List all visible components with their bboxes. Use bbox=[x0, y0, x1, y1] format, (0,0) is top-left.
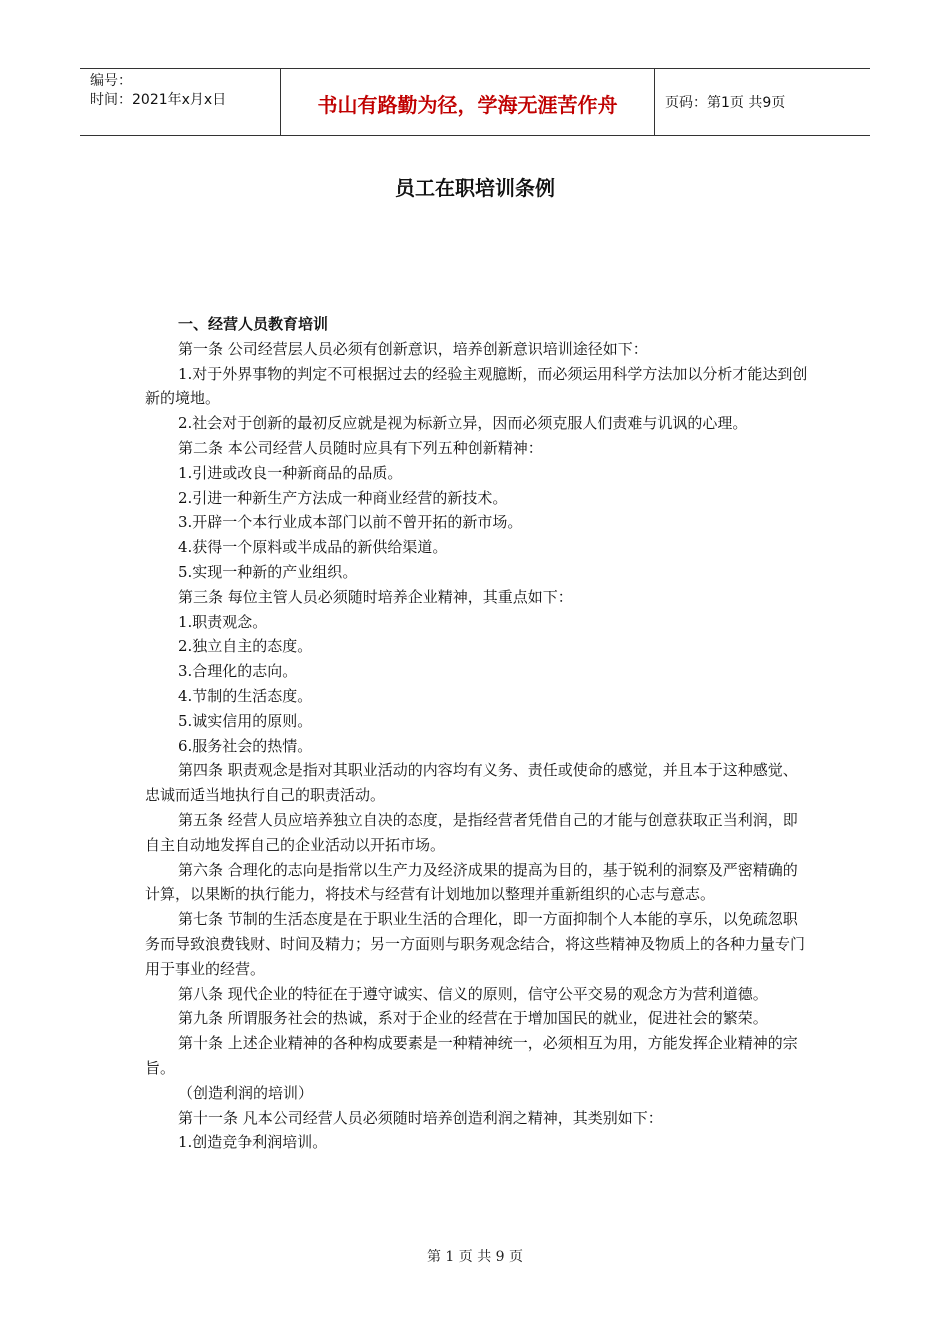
body-paragraph: 第九条 所谓服务社会的热诚，系对于企业的经营在于增加国民的就业，促进社会的繁荣。 bbox=[178, 1009, 768, 1028]
header-page-info: 页码：第1页 共9页 bbox=[665, 95, 786, 111]
body-paragraph: 第十条 上述企业精神的各种构成要素是一种精神统一，必须相互为用，方能发挥企业精神的宗旨。 bbox=[145, 1034, 798, 1077]
body-paragraph: 1.创造竞争利润培训。 bbox=[178, 1133, 328, 1152]
body-paragraph: 2.社会对于创新的最初反应就是视为标新立异，因而必须克服人们责难与讥讽的心理。 bbox=[178, 414, 748, 433]
body-paragraph: 2.引进一种新生产方法成一种商业经营的新技术。 bbox=[178, 488, 508, 507]
body-paragraph: 4.节制的生活态度。 bbox=[178, 686, 313, 705]
body-paragraph: 5.诚实信用的原则。 bbox=[178, 711, 313, 730]
body-paragraph: 6.服务社会的热情。 bbox=[178, 736, 313, 755]
body-paragraph: 第二条 本公司经营人员随时应具有下列五种创新精神： bbox=[178, 438, 543, 457]
header-motto: 书山有路勤为径，学海无涯苦作舟 bbox=[281, 69, 655, 135]
section-heading: 一、经营人员教育培训 bbox=[178, 315, 329, 333]
body-paragraph: 第六条 合理化的志向是指常以生产力及经济成果的提高为目的，基于锐利的洞察及严密精确的计算，以果断的执行能力，将技术与经营有计划地加以整理并重新组织的心志与意志。 bbox=[145, 860, 798, 904]
time-label: 时间：2021年x月x日 bbox=[90, 92, 227, 108]
body-paragraph: 1.对于外界事物的判定不可根据过去的经验主观臆断，而必须运用科学方法加以分析才能达到创新的境地。 bbox=[145, 364, 808, 408]
body-paragraph: 第八条 现代企业的特征在于遵守诚实、信义的原则，信守公平交易的观念方为营利道德。 bbox=[178, 984, 768, 1003]
body-paragraph: 第五条 经营人员应培养独立自决的态度，是指经营者凭借自己的才能与创意获取正当利润，即自主自动地发挥自己的企业活动以开拓市场。 bbox=[145, 810, 798, 854]
body-paragraph: 1.引进或改良一种新商品的品质。 bbox=[178, 463, 403, 482]
body-paragraph: 5.实现一种新的产业组织。 bbox=[178, 562, 358, 581]
body-paragraph: 第一条 公司经营层人员必须有创新意识，培养创新意识培训途径如下： bbox=[178, 339, 648, 358]
body-paragraph: 3.合理化的志向。 bbox=[178, 662, 298, 681]
body-paragraph: 1.职责观念。 bbox=[178, 612, 268, 631]
page-footer: 第 1 页 共 9 页 bbox=[426, 1249, 524, 1265]
header-table bbox=[80, 68, 870, 136]
body-paragraph: 第七条 节制的生活态度是在于职业生活的合理化，即一方面抑制个人本能的享乐，以免疏忽职务而导致浪费钱财、时间及精力；另一方面则与职务观念结合，将这些精神及物质上的各种力量专门用于事业的经营。 bbox=[145, 910, 806, 978]
body-paragraph: （创造利润的培训） bbox=[178, 1083, 314, 1102]
body-paragraph: 4.获得一个原料或半成品的新供给渠道。 bbox=[178, 538, 448, 557]
document-title: 员工在职培训条例 bbox=[395, 176, 555, 200]
number-label: 编号： bbox=[90, 73, 132, 89]
body-paragraph: 第四条 职责观念是指对其职业活动的内容均有义务、责任或使命的感觉，并且本于这种感觉、忠诚而适当地执行自己的职责活动。 bbox=[145, 761, 798, 805]
body-paragraph: 第十一条 凡本公司经营人员必须随时培养创造利润之精神，其类别如下： bbox=[178, 1108, 663, 1127]
body-paragraph: 2.独立自主的态度。 bbox=[178, 637, 313, 656]
body-paragraph: 第三条 每位主管人员必须随时培养企业精神，其重点如下： bbox=[178, 587, 573, 606]
body-paragraph: 3.开辟一个本行业成本部门以前不曾开拓的新市场。 bbox=[178, 513, 523, 532]
header-meta bbox=[80, 69, 281, 135]
document-body bbox=[145, 312, 810, 1155]
